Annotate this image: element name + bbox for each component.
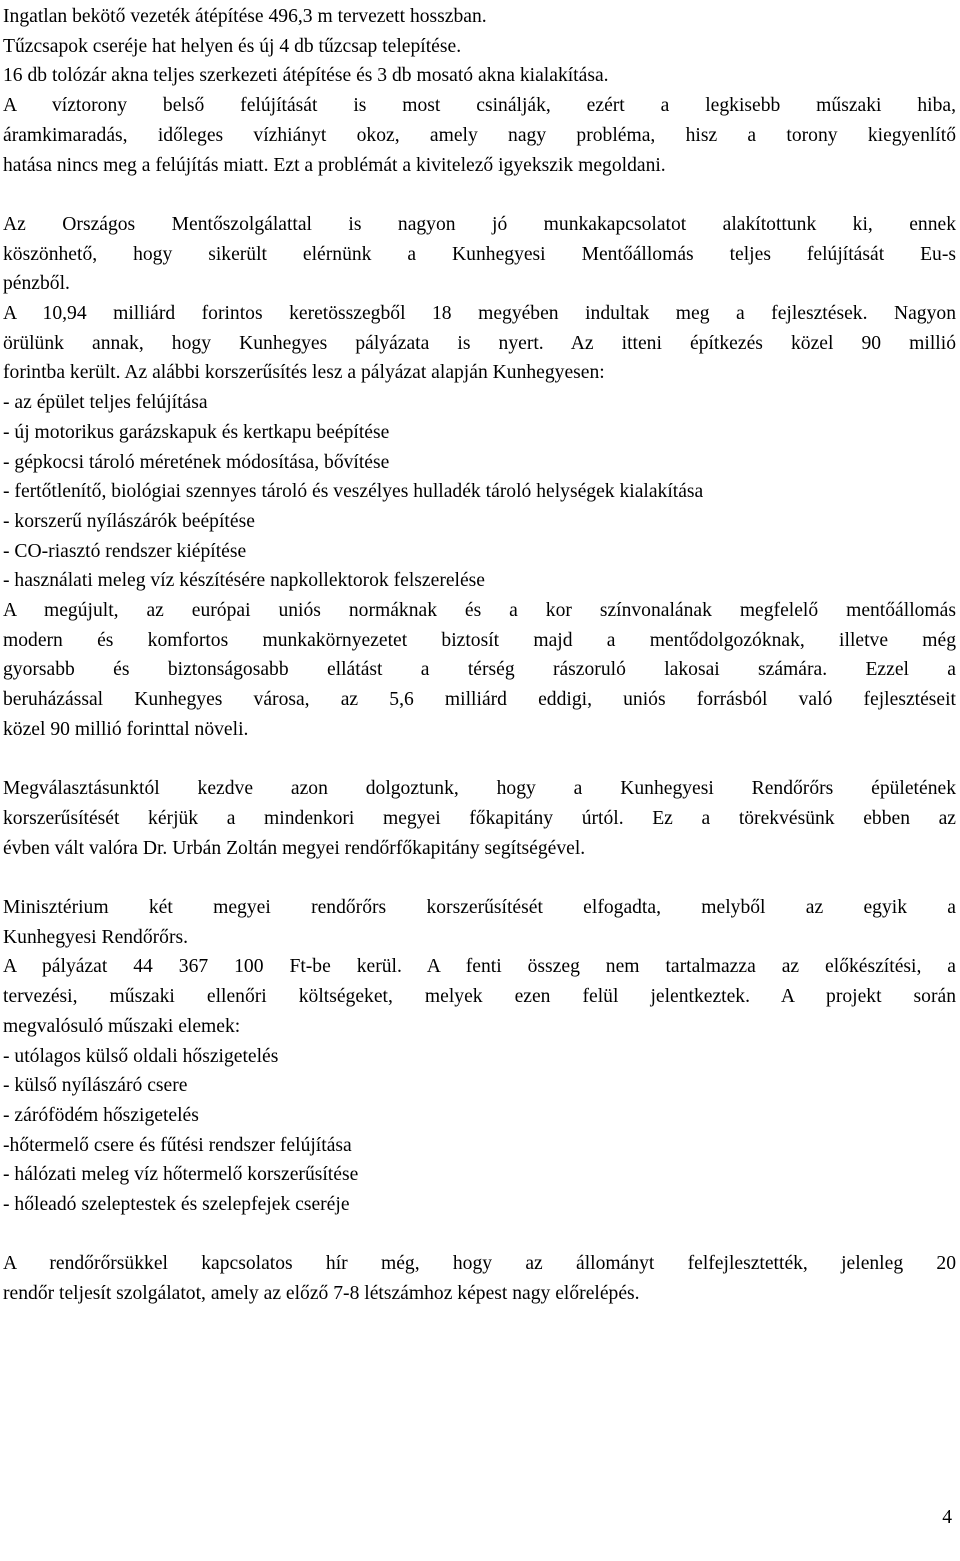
list-item: - az épület teljes felújítása	[3, 392, 208, 414]
text-line: évben vált valóra Dr. Urbán Zoltán megyei rendőrfőkapitány segítségével.	[3, 837, 586, 859]
list-item: - gépkocsi tároló méretének módosítása, bővítése	[3, 451, 390, 473]
text-line: gyorsabb és biztonságosabb ellátást a térség rászoruló lakosai számára. Ezzel a	[3, 659, 956, 681]
text-line: pénzből.	[3, 273, 70, 295]
text-line: örülünk annak, hogy Kunhegyes pályázata is nyert. Az itteni építkezés közel 90 millió	[3, 332, 956, 354]
text-line: közel 90 millió forinttal növeli.	[3, 718, 249, 740]
list-item: - zárófödém hőszigetelés	[3, 1104, 199, 1126]
text-line: Megválasztásunktól kezdve azon dolgoztunk, hogy a Kunhegyesi Rendőrőrs épületének	[3, 778, 956, 800]
text-line: Az Országos Mentőszolgálattal is nagyon jó munkakapcsolatot alakítottunk ki, ennek	[3, 213, 956, 235]
list-item: - fertőtlenítő, biológiai szennyes tároló és veszélyes hulladék tároló helységek kialakítása	[3, 481, 704, 503]
paragraph-gap	[3, 863, 956, 893]
list-item: - használati meleg víz készítésére napkollektorok felszerelése	[3, 570, 485, 592]
text-line: A 10,94 milliárd forintos keretösszegből 18 megyében indultak meg a fejlesztések. Nagyon	[3, 303, 956, 325]
text-line: Minisztérium két megyei rendőrőrs korszerűsítését elfogadta, melyből az egyik a	[3, 897, 956, 919]
document-body	[3, 2, 956, 1309]
list-item: - külső nyílászáró csere	[3, 1075, 188, 1097]
list-item: - CO-riasztó rendszer kiépítése	[3, 540, 247, 562]
text-line: 16 db tolózár akna teljes szerkezeti átépítése és 3 db mosató akna kialakítása.	[3, 65, 609, 87]
list-item: - hőleadó szeleptestek és szelepfejek cseréje	[3, 1194, 350, 1216]
text-line: Kunhegyesi Rendőrőrs.	[3, 926, 189, 948]
text-line: korszerűsítését kérjük a mindenkori megyei főkapitány úrtól. Ez a törekvésünk ebben az	[3, 807, 956, 829]
list-item: - utólagos külső oldali hőszigetelés	[3, 1045, 279, 1067]
text-line: A megújult, az európai uniós normáknak és a kor színvonalának megfelelő mentőállomás	[3, 600, 956, 622]
list-item: -hőtermelő csere és fűtési rendszer felújítása	[3, 1134, 352, 1156]
text-line: Ingatlan bekötő vezeték átépítése 496,3 m tervezett hosszban.	[3, 6, 487, 27]
paragraph-gap	[3, 180, 956, 210]
text-line: A pályázat 44 367 100 Ft-be kerül. A fenti összeg nem tartalmazza az előkészítési, a	[3, 956, 956, 978]
text-line: megvalósuló műszaki elemek:	[3, 1015, 241, 1037]
text-line: forintba került. Az alábbi korszerűsítés lesz a pályázat alapján Kunhegyesen:	[3, 362, 605, 384]
text-line: tervezési, műszaki ellenőri költségeket, melyek ezen felül jelentkeztek. A projekt során	[3, 986, 956, 1008]
list-item: - korszerű nyílászárók beépítése	[3, 510, 255, 532]
text-line: rendőr teljesít szolgálatot, amely az előző 7-8 létszámhoz képest nagy előrelépés.	[3, 1283, 640, 1305]
text-line: beruházással Kunhegyes városa, az 5,6 milliárd eddigi, uniós forrásból való fejlesztéseit	[3, 689, 956, 711]
text-line: A rendőrőrsükkel kapcsolatos hír még, hogy az állományt felfejlesztették, jelenleg 20	[3, 1253, 956, 1275]
page-number: 4	[942, 1507, 952, 1528]
paragraph-gap	[3, 1220, 956, 1250]
text-line: áramkimaradás, időleges vízhiányt okoz, amely nagy probléma, hisz a torony kiegyenlítő	[3, 124, 956, 146]
list-item: - hálózati meleg víz hőtermelő korszerűsítése	[3, 1164, 359, 1186]
text-line: A víztorony belső felújítását is most csinálják, ezért a legkisebb műszaki hiba,	[3, 95, 956, 117]
text-line: köszönhető, hogy sikerült elérnünk a Kunhegyesi Mentőállomás teljes felújítását Eu-s	[3, 243, 956, 265]
text-line: modern és komfortos munkakörnyezetet biztosít majd a mentődolgozóknak, illetve még	[3, 629, 956, 651]
list-item: - új motorikus garázskapuk és kertkapu beépítése	[3, 421, 390, 443]
paragraph-gap	[3, 745, 956, 775]
text-line: hatása nincs meg a felújítás miatt. Ezt a problémát a kivitelező igyekszik megoldani.	[3, 154, 666, 176]
text-line: Tűzcsapok cseréje hat helyen és új 4 db tűzcsap telepítése.	[3, 35, 462, 57]
